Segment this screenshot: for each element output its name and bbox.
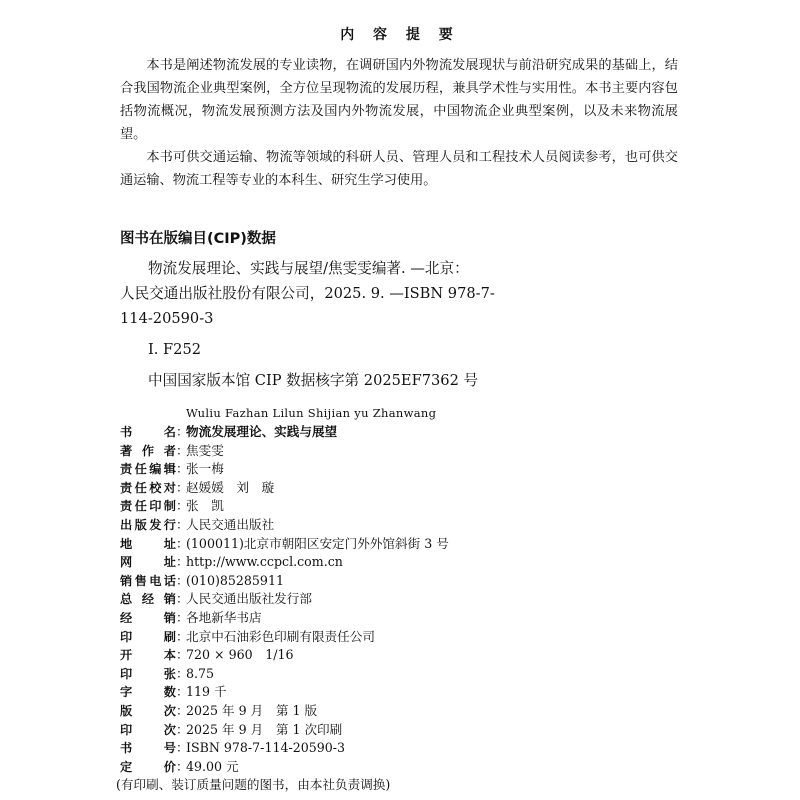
info-row (120, 758, 720, 777)
info-colon: ： (176, 479, 189, 495)
quality-note: (有印刷、装订质量问题的图书，由本社负责调换) (116, 777, 391, 793)
info-value: 张 凯 (186, 498, 224, 514)
info-row (120, 479, 720, 498)
info-row (120, 497, 720, 516)
info-label: 定价 (120, 759, 176, 774)
cip-verification: 中国国家版本馆 CIP 数据核字第 2025EF7362 号 (148, 372, 479, 389)
info-row (120, 423, 720, 442)
cip-line-2: 人民交通出版社股份有限公司，2025. 9. —ISBN 978-7- (120, 285, 495, 302)
info-label: 印张 (120, 666, 176, 681)
cip-heading: 图书在版编目(CIP)数据 (120, 231, 276, 247)
info-row (120, 665, 720, 684)
info-value: 2025 年 9 月 第 1 次印刷 (186, 721, 343, 737)
info-label: 书号 (120, 741, 176, 756)
info-value: 张一梅 (186, 461, 224, 477)
info-colon: ： (176, 461, 189, 477)
publication-info-table (116, 423, 720, 795)
info-colon: ： (176, 609, 189, 625)
abstract (120, 54, 678, 192)
info-label: 销售电话 (120, 573, 176, 588)
info-row (120, 442, 720, 461)
info-value: 人民交通出版社 (186, 516, 275, 532)
info-colon: ： (176, 628, 189, 644)
info-value: (100011)北京市朝阳区安定门外外馆斜街 3 号 (186, 535, 449, 551)
info-label: 责任编辑 (120, 462, 176, 477)
info-value: 焦雯雯 (186, 442, 224, 458)
info-row (120, 721, 720, 740)
info-colon: ： (176, 535, 189, 551)
info-row (120, 646, 720, 665)
info-value: 720 × 960 1/16 (186, 647, 294, 663)
info-label: 网址 (120, 555, 176, 570)
info-label: 开本 (120, 648, 176, 663)
cip-line-1: 物流发展理论、实践与展望/焦雯雯编著. —北京： (148, 260, 469, 277)
info-row (120, 572, 720, 591)
info-value: (010)85285911 (186, 572, 284, 588)
info-row (120, 628, 720, 647)
info-value: 49.00 元 (186, 758, 239, 774)
info-row (120, 683, 720, 702)
info-colon: ： (176, 554, 189, 570)
info-label: 字数 (120, 685, 176, 700)
info-label: 出版发行 (120, 517, 176, 532)
info-value: 119 千 (186, 684, 227, 700)
info-row (120, 739, 720, 758)
info-row (120, 516, 720, 535)
info-colon: ： (176, 591, 189, 607)
info-value: 物流发展理论、实践与展望 (186, 424, 338, 439)
info-value: ISBN 978-7-114-20590-3 (186, 740, 346, 756)
info-label: 经销 (120, 610, 176, 625)
info-colon: ： (176, 702, 189, 718)
info-colon: ： (176, 516, 189, 532)
info-label: 印刷 (120, 629, 176, 644)
info-row (120, 702, 720, 721)
info-label: 责任校对 (120, 480, 176, 495)
info-label: 版次 (120, 703, 176, 718)
abstract-paragraph-1: 本书是阐述物流发展的专业读物，在调研国内外物流发展现状与前沿研究成果的基础上，结合我国物流企业典型案例，全方位呈现物流的发展历程，兼具学术性与实用性。本书主要内容包括物流概况，物流发展预测方法及国内外物流发展，中国物流企业典型案例，以及未来物流展望。 (120, 58, 678, 142)
info-value: 2025 年 9 月 第 1 版 (186, 702, 318, 718)
info-value: 各地新华书店 (186, 609, 262, 625)
info-value: http://www.ccpcl.com.cn (186, 554, 343, 570)
abstract-title: 内 容 提 要 (340, 27, 460, 43)
info-value: 赵媛媛 刘 璇 (186, 479, 275, 495)
cip-line-3: 114-20590-3 (120, 310, 214, 327)
info-colon: ： (176, 647, 189, 663)
info-value: 人民交通出版社发行部 (186, 591, 312, 607)
info-colon: ： (176, 721, 189, 737)
info-label: 著作者 (120, 443, 176, 458)
info-colon: ： (176, 572, 189, 588)
pinyin-title: Wuliu Fazhan Lilun Shijian yu Zhanwang (186, 406, 437, 420)
info-colon: ： (176, 684, 189, 700)
cip-classification: Ⅰ. F252 (148, 341, 202, 358)
info-value: 北京中石油彩色印刷有限责任公司 (186, 628, 375, 644)
info-label: 责任印制 (120, 499, 176, 514)
info-label: 地址 (120, 536, 176, 551)
info-label: 书名 (120, 425, 176, 439)
cip-block (120, 228, 540, 393)
info-colon: ： (176, 498, 189, 514)
info-row (120, 590, 720, 609)
info-colon: ： (176, 665, 189, 681)
info-value: 8.75 (186, 665, 215, 681)
info-row (120, 460, 720, 479)
info-label: 总经销 (120, 592, 176, 607)
info-colon: ： (176, 424, 189, 439)
abstract-paragraph-2: 本书可供交通运输、物流等领域的科研人员、管理人员和工程技术人员阅读参考，也可供交通运输、物流工程等专业的本科生、研究生学习使用。 (120, 150, 678, 188)
info-colon: ： (176, 758, 189, 774)
info-colon: ： (176, 740, 189, 756)
info-colon: ： (176, 442, 189, 458)
info-label: 印次 (120, 722, 176, 737)
info-row (120, 553, 720, 572)
info-row (120, 609, 720, 628)
info-row (120, 535, 720, 554)
